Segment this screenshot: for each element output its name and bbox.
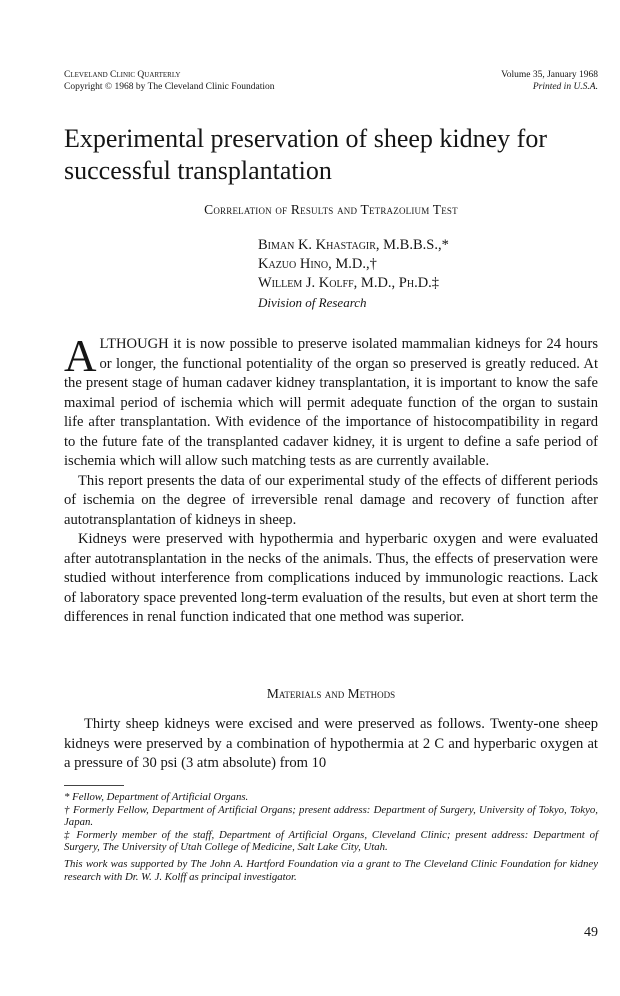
running-head-left [64,69,274,93]
section-heading-methods: Materials and Methods [266,686,396,701]
footnotes [64,791,598,883]
footnote-1: * Fellow, Department of Artificial Organs. [64,791,249,803]
author-block [258,236,598,312]
article-subtitle: Correlation of Results and Tetrazolium Test [204,202,458,217]
drop-cap: A [64,331,97,381]
paragraph-3: Kidneys were preserved with hypothermia and hyperbaric oxygen and were evaluated after autotransplantation in the necks of the animals. Thus, the effects of preservation were studied without interference from complications induced by immunologic reactions. Lack of laboratory space prevented long-term evaluation of the results, but even at short term the differences in renal function indicated that one method was superior. [64,531,598,625]
volume-line: Volume 35, January 1968 [501,70,598,80]
article-title: Experimental preservation of sheep kidney for successful transplantation [64,124,547,185]
page-number: 49 [584,925,598,940]
introduction-text [64,331,598,628]
author-affiliation: Division of Research [258,295,367,310]
journal-name: Cleveland Clinic Quarterly [64,70,181,80]
paragraph-4: Thirty sheep kidneys were excised and were preserved as follows. Twenty-one sheep kidneys were preserved by a combination of hypothermia at 2 C and hyperbaric oxygen at a pressure of 30 psi (3 atm absolute) from 10 [64,716,598,771]
methods-text [64,715,598,774]
author-khastagir: Biman K. Khastagir, M.B.B.S.,* [258,237,449,253]
printed-line: Printed in U.S.A. [532,82,598,92]
author-hino: Kazuo Hino, M.D.,† [258,256,377,272]
footnote-3: ‡ Formerly member of the staff, Department of Artificial Organs, Cleveland Clinic; present address: Department of Surgery, The University of Utah College of Medicine, Salt Lake City, Utah. [64,828,598,854]
paragraph-1-text: it is now possible to preserve isolated mammalian kidneys for 24 hours or longer, the functional potentiality of the organ so preserved is greatly reduced. At the present stage of human cadaver kidney transplantation, it is important to know the safe maximal period of ischemia which will permit adequate function of the organ to sustain life after transplantation. With evidence of the importance of histocompatibility in regard to the future fate of the transplanted cadaver kidney, it is urgent to define a safe period of ischemia which will allow such matching tests as are currently available. [64,336,598,469]
paragraph-2: This report presents the data of our experimental study of the effects of different periods of ischemia on the degree of irreversible renal damage and recovery of function after autotransplantation of kidneys in sheep. [64,472,598,528]
paragraph-1-lead: LTHOUGH [99,336,169,352]
author-kolff: Willem J. Kolff, M.D., Ph.D.‡ [258,275,440,291]
footnote-2: † Formerly Fellow, Department of Artificial Organs; present address: Department of Surgery, University of Tokyo, Tokyo, Japan. [64,803,598,829]
paragraph-1 [64,331,598,472]
running-head-right [501,69,598,93]
funding-note: This work was supported by The John A. Hartford Foundation via a grant to The Cleveland Clinic Foundation for kidney research with Dr. W. J. Kolff as principal investigator. [64,857,598,883]
footnote-rule [64,785,124,786]
copyright-line: Copyright © 1968 by The Cleveland Clinic Foundation [64,82,275,92]
